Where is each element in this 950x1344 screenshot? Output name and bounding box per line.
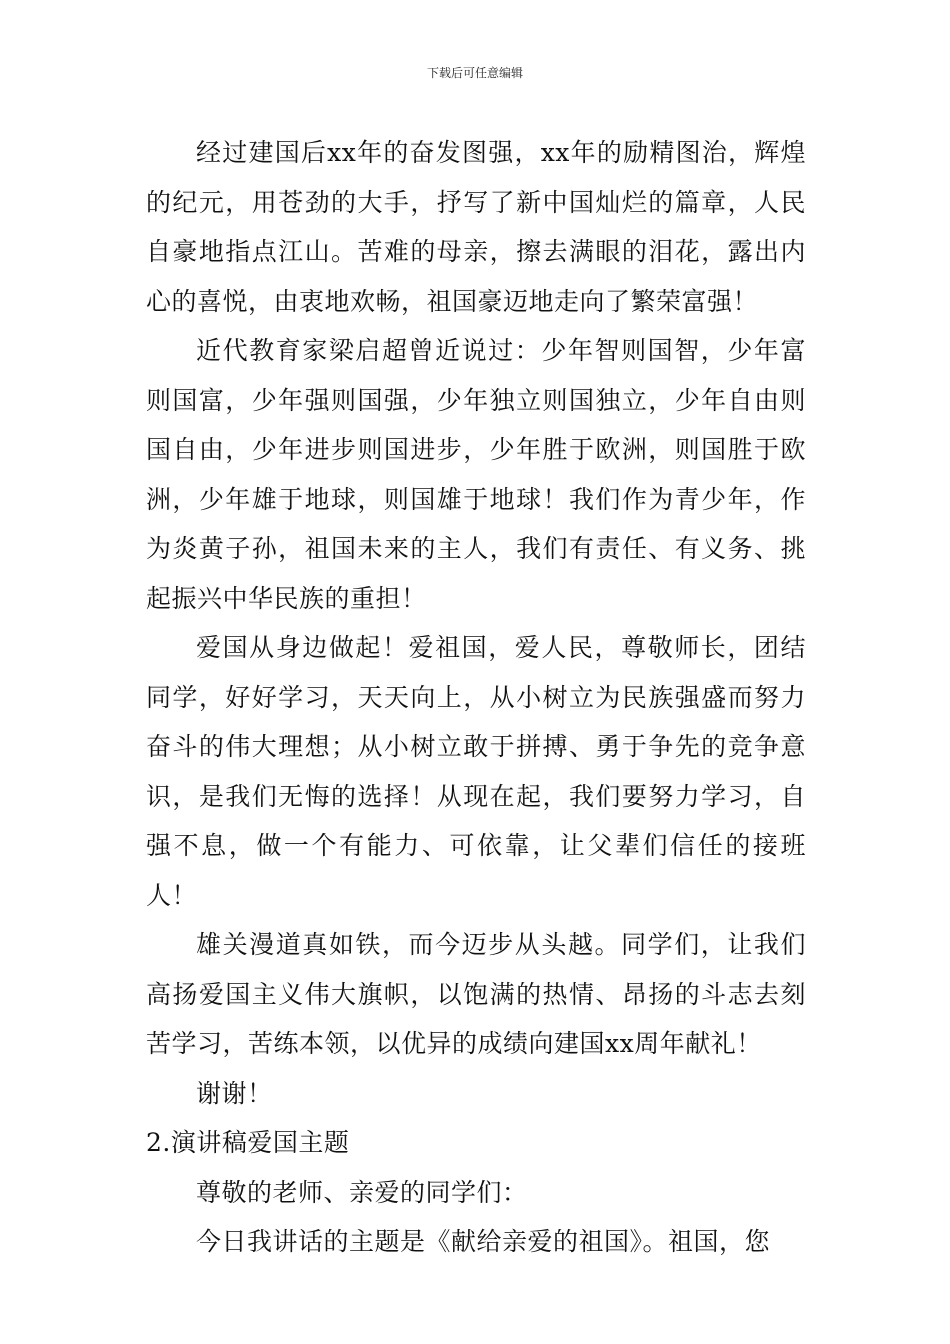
paragraph-2: 近代教育家梁启超曾近说过：少年智则国智，少年富则国富，少年强则国强，少年独立则国独立，少年自由则国自由，少年进步则国进步，少年胜于欧洲，则国胜于欧洲，少年雄于地球，则国雄于地球！我们作为青少年，作为炎黄子孙，祖国未来的主人，我们有责任、有义务、挑起振兴中华民族的重担！	[146, 336, 806, 613]
salutation: 尊敬的老师、亲爱的同学们：	[196, 1177, 528, 1207]
download-note: 下载后可任意编辑	[426, 66, 523, 80]
paragraph-1: 经过建国后xx年的奋发图强，xx年的励精图治，辉煌的纪元，用苍劲的大手，抒写了新中国灿烂的篇章，人民自豪地指点江山。苦难的母亲，擦去满眼的泪花，露出内心的喜悦，由衷地欢畅，祖国豪迈地走向了繁荣富强！	[146, 138, 806, 316]
opening-line: 今日我讲话的主题是《献给亲爱的祖国》。祖国，您	[196, 1227, 771, 1256]
document-body	[146, 128, 806, 1267]
paragraph-3: 爱国从身边做起！爱祖国，爱人民，尊敬师长，团结同学，好好学习，天天向上，从小树立为民族强盛而努力奋斗的伟大理想；从小树立敢于拼搏、勇于争先的竞争意识，是我们无悔的选择！从现在起，我们要努力学习，自强不息，做一个有能力、可依靠，让父辈们信任的接班人！	[146, 633, 806, 910]
section-heading: 2.演讲稿爱国主题	[146, 1128, 350, 1157]
paragraph-4: 雄关漫道真如铁，而今迈步从头越。同学们，让我们高扬爱国主义伟大旗帜，以饱满的热情、昂扬的斗志去刻苦学习，苦练本领，以优异的成绩向建国xx周年献礼！	[146, 930, 806, 1058]
paragraph-thanks: 谢谢！	[196, 1078, 273, 1108]
